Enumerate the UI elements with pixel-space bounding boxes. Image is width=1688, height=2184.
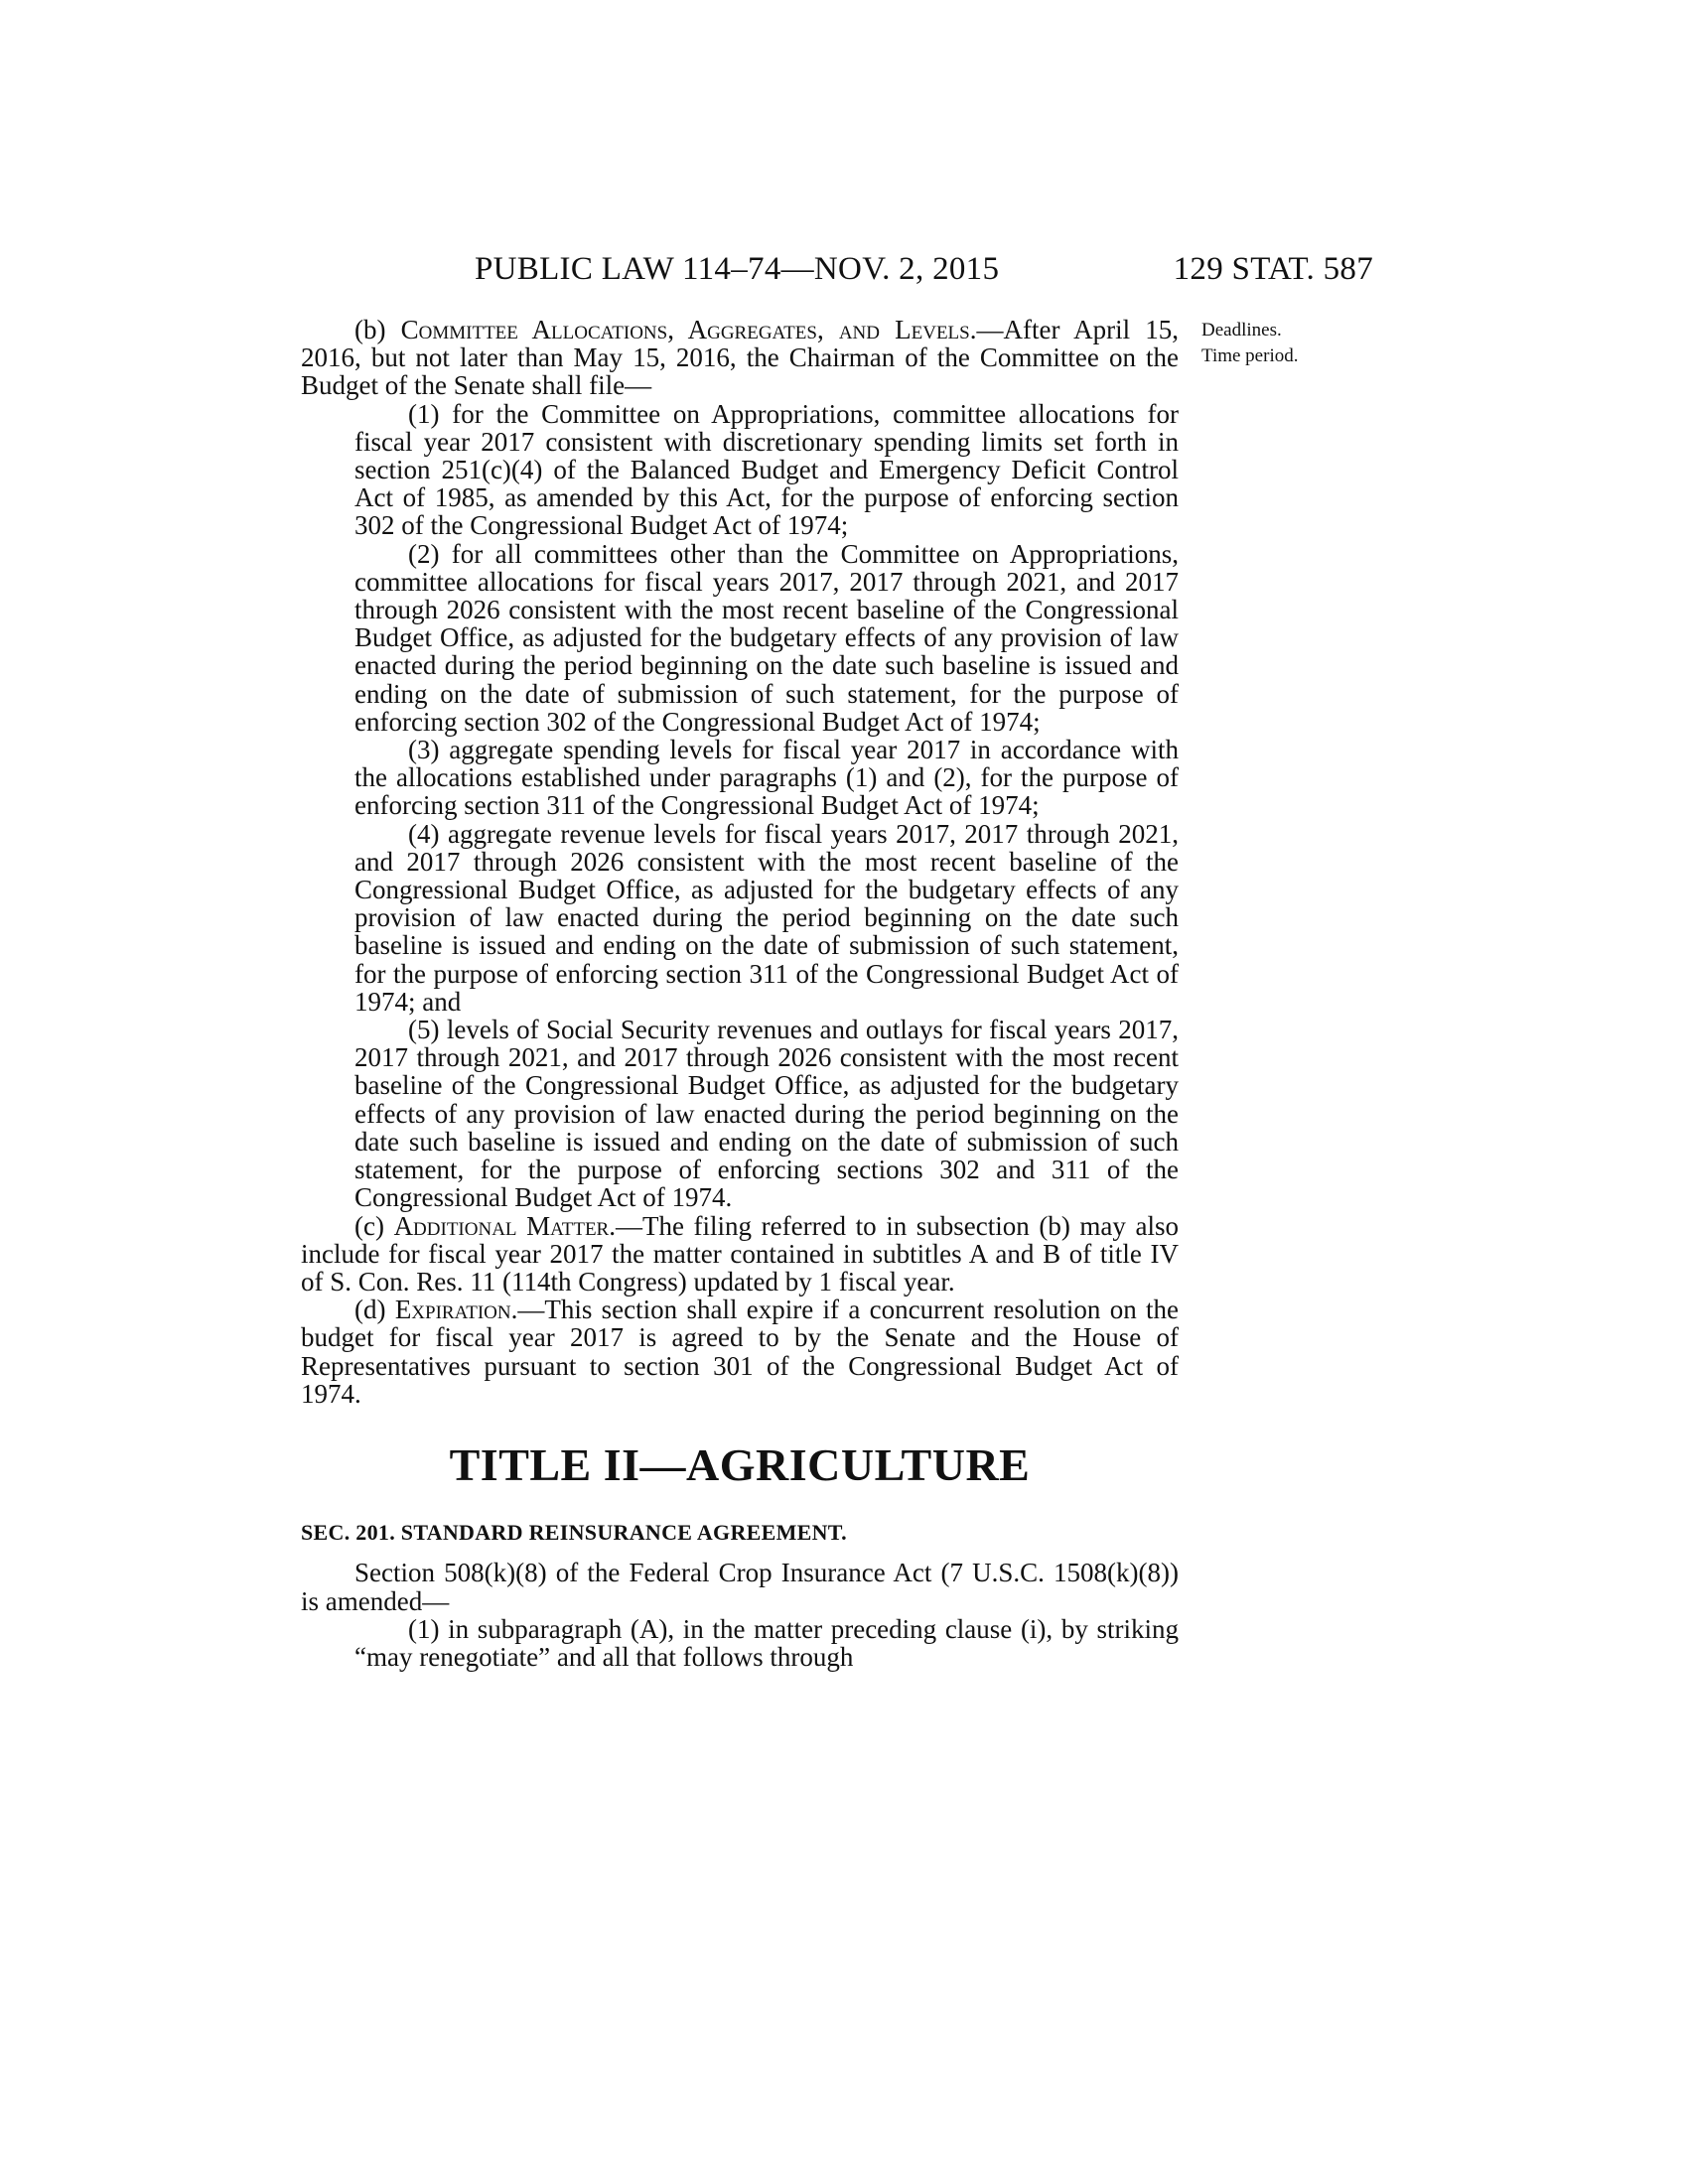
subsection-b-heading: Committee Allocations, Aggregates, and Levels bbox=[400, 315, 970, 344]
subsection-d-heading: Expiration bbox=[394, 1295, 511, 1325]
title-heading: TITLE II—AGRICULTURE bbox=[449, 1438, 1031, 1490]
subsection-b: (b) Committee Allocations, Aggregates, and Levels.—After April 15, 2016, but not later than May 15, 2016, the Chairman of the Committee on the Budget of the Senate shall file— bbox=[301, 315, 1179, 401]
section-201-intro: Section 508(k)(8) of the Federal Crop Insurance Act (7 U.S.C. 1508(k)(8)) is amended— bbox=[301, 1558, 1179, 1616]
section-201-paragraph-1: (1) in subparagraph (A), in the matter preceding clause (i), by striking “may renegotiate” and all that follows through bbox=[354, 1613, 1179, 1672]
header-title: PUBLIC LAW 114–74—NOV. 2, 2015 bbox=[475, 251, 1000, 287]
margin-notes bbox=[1201, 318, 1360, 369]
paragraph-5: (5) levels of Social Security revenues and outlays for fiscal years 2017, 2017 through 2021, and 2017 through 2026 consistent with the most recent baseline of the Congressional Budget Office, as adjusted for the budgetary effects of any provision of law enacted during the period beginning on the date such baseline is issued and ending on the date of submission of such statement, for the purpose of enforcing sections 302 and 311 of the Congressional Budget Act of 1974. bbox=[354, 1015, 1179, 1213]
section-201-heading: SEC. 201. STANDARD REINSURANCE AGREEMENT. bbox=[301, 1520, 847, 1546]
subsection-d: (d) Expiration.—This section shall expire if a concurrent resolution on the budget for fiscal year 2017 is agreed to by the Senate and the House of Representatives pursuant to section 301 of the Congressional Budget Act of 1974. bbox=[301, 1295, 1180, 1409]
margin-note-time-period: Time period. bbox=[1201, 345, 1299, 366]
paragraph-3: (3) aggregate spending levels for fiscal year 2017 in accordance with the allocations established under paragraphs (1) and (2), for the purpose of enforcing section 311 of the Congressional Budget Act of 1974; bbox=[354, 735, 1179, 821]
margin-note-deadlines: Deadlines. bbox=[1201, 320, 1282, 341]
paragraph-4: (4) aggregate revenue levels for fiscal years 2017, 2017 through 2021, and 2017 through 2026 consistent with the most recent baseline of the Congressional Budget Office, as adjusted for the budgetary effects of any provision of law enacted during the period beginning on the date such baseline is issued and ending on the date of submission of such statement, for the purpose of enforcing section 311 of the Congressional Budget Act of 1974; and bbox=[354, 818, 1179, 1017]
paragraph-1: (1) for the Committee on Appropriations, committee allocations for fiscal year 2017 consistent with discretionary spending limits set forth in section 251(c)(4) of the Balanced Budget and Emergency Deficit Control Act of 1985, as amended by this Act, for the purpose of enforcing section 302 of the Congressional Budget Act of 1974; bbox=[354, 398, 1179, 541]
subsection-c-heading: Additional Matter bbox=[393, 1210, 610, 1241]
paragraph-2: (2) for all committees other than the Committee on Appropriations, committee allocations for fiscal years 2017, 2017 through 2021, and 2017 through 2026 consistent with the most recent baseline of the Congressional Budget Office, as adjusted for the budgetary effects of any provision of law enacted during the period beginning on the date such baseline is issued and ending on the date of submission of such statement, for the purpose of enforcing section 302 of the Congressional Budget Act of 1974; bbox=[354, 538, 1179, 737]
document-body bbox=[301, 316, 1179, 1671]
running-header bbox=[301, 251, 1373, 291]
header-page-citation: 129 STAT. 587 bbox=[1173, 251, 1373, 287]
subsection-c: (c) Additional Matter.—The filing referred to in subsection (b) may also include for fiscal year 2017 the matter contained in subtitles A and B of title IV of S. Con. Res. 11 (114th Congress) updated by 1 fiscal year. bbox=[301, 1210, 1179, 1297]
